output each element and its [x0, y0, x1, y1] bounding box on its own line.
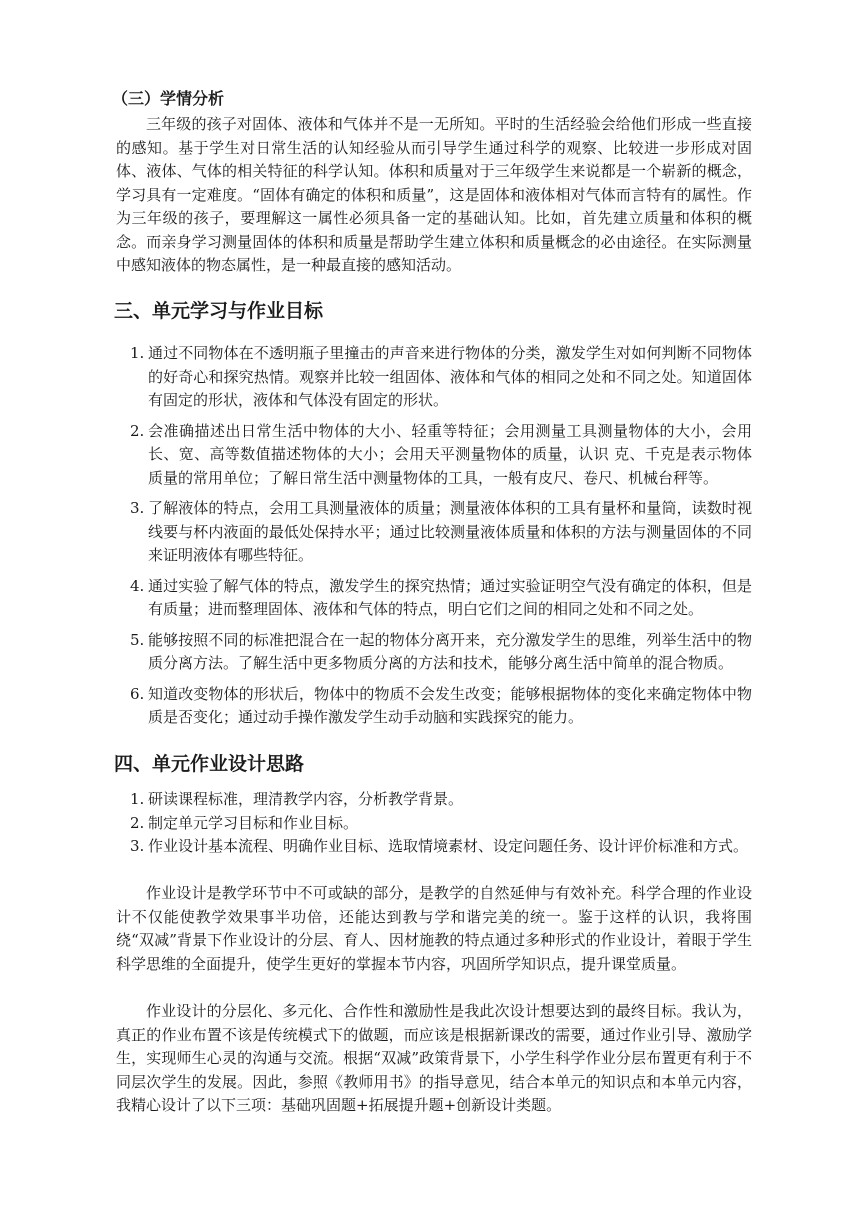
- goals-list: [116, 342, 752, 737]
- list-item: 1. 通过不同物体在不透明瓶子里撞击的声音来进行物体的分类，激发学生对如何判断不同物体的好奇心和探究热情。观察并比较一组固体、液体和气体的相同之处和不同之处。知道固体有固定的形状，液体和气体没有固定的形状。: [130, 344, 752, 409]
- list-item: 4. 通过实验了解气体的特点，激发学生的探究热情；通过实验证明空气没有确定的体积，但是有质量；进而整理固体、液体和气体的特点，明白它们之间的相同之处和不同之处。: [130, 576, 752, 618]
- list-item: 3. 了解液体的特点，会用工具测量液体的质量；测量液体体积的工具有量杯和量筒，读数时视线要与杯内液面的最低处保持水平；通过比较测量液体质量和体积的方法与测量固体的不同来证明液体有哪些特征。: [130, 499, 752, 564]
- list-item: 5. 能够按照不同的标准把混合在一起的物体分离开来，充分激发学生的思维，列举生活中的物质分离方法。了解生活中更多物质分离的方法和技术，能够分离生活中简单的混合物质。: [130, 630, 752, 672]
- section-4-heading: 四、单元作业设计思路: [114, 753, 305, 775]
- list-item: 2. 会准确描述出日常生活中物体的大小、轻重等特征；会用测量工具测量物体的大小，会用长、宽、高等数值描述物体的大小；会用天平测量物体的质量，认识 克、千克是表示物体质量的常用单位；了解日常生活中测量物体的工具，一般有皮尺、卷尺、机械台秤等。: [130, 421, 752, 487]
- section-3-heading: 三、单元学习与作业目标: [114, 300, 324, 322]
- list-item: 1. 研读课程标准，理清教学内容，分析教学背景。: [130, 790, 464, 808]
- list-item: 6. 知道改变物体的形状后，物体中的物质不会发生改变；能够根据物体的变化来确定物体中物质是否变化；通过动手操作激发学生动手动脑和实践探究的能力。: [130, 684, 752, 726]
- design-paragraph-2: 作业设计的分层化、多元化、合作性和激励性是我此次设计想要达到的最终目标。我认为，真正的作业布置不该是传统模式下的做题，而应该是根据新课改的需要，通过作业引导、激励学生，实现师生心灵的沟通与交流。根据“双减”政策背景下，小学生科学作业分层布置更有利于不同层次学生的发展。因此，参照《教师用书》的指导意见，结合本单元的知识点和本单元内容，我精心设计了以下三项：基础巩固题+拓展提升题+创新设计类题。: [116, 1002, 752, 1114]
- list-item: 3. 作业设计基本流程、明确作业目标、选取情境素材、设定问题任务、设计评价标准和方式。: [130, 837, 749, 855]
- design-paragraph-1: 作业设计是教学环节中不可或缺的部分，是教学的自然延伸与有效补充。科学合理的作业设计不仅能使教学效果事半功倍，还能达到教与学和谐完美的统一。鉴于这样的认识，我将围绕“双减”背景下作业设计的分层、育人、因材施教的特点通过多种形式的作业设计，着眼于学生科学思维的全面提升，使学生更好的掌握本节内容，巩固所学知识点，提升课堂质量。: [116, 884, 752, 973]
- situation-analysis-paragraph: 三年级的孩子对固体、液体和气体并不是一无所知。平时的生活经验会给他们形成一些直接的感知。基于学生对日常生活的认知经验从而引导学生通过科学的观察、比较进一步形成对固体、液体、气体的相关特征的科学认知。体积和质量对于三年级学生来说都是一个崭新的概念，学习具有一定难度。“固体有确定的体积和质量”，这是固体和液体相对气体而言特有的属性。作为三年级的孩子，要理解这一属性必须具备一定的基础认知。比如，首先建立质量和体积的概念。而亲身学习测量固体的体积和质量是帮助学生建立体积和质量概念的必由途径。在实际测量中感知液体的物态属性，是一种最直接的感知活动。: [116, 115, 752, 274]
- design-steps-list: [116, 788, 752, 859]
- situation-analysis-heading: （三）学情分析: [112, 89, 225, 108]
- list-item: 2. 制定单元学习目标和作业目标。: [130, 813, 359, 832]
